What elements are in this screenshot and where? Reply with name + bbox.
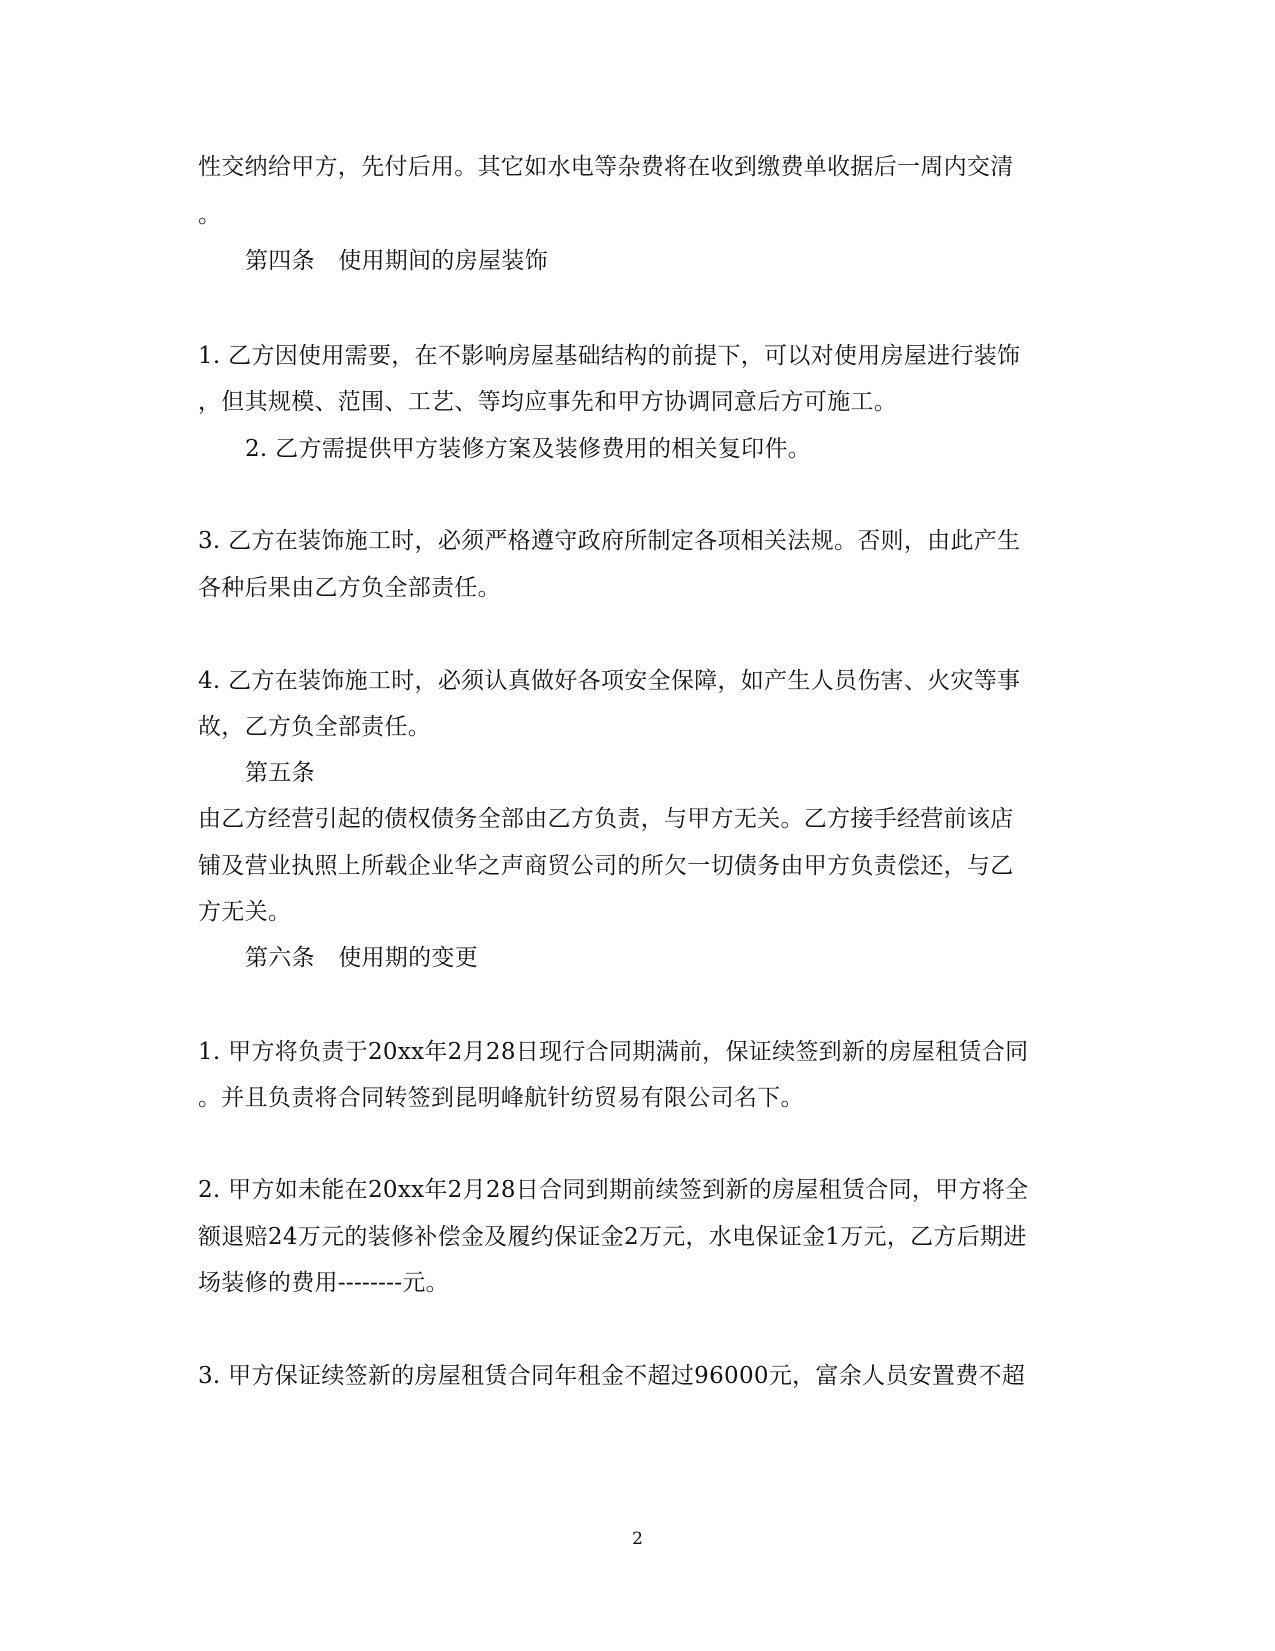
- text-line: 2. 乙方需提供甲方装修方案及装修费用的相关复印件。: [245, 436, 812, 462]
- text-line: 由乙方经营引起的债权债务全部由乙方负责，与甲方无关。乙方接手经营前该店: [198, 806, 1014, 832]
- text-line: 1. 甲方将负责于20xx年2月28日现行合同期满前，保证续签到新的房屋租赁合同: [198, 1039, 1029, 1065]
- text-line: 方无关。: [198, 899, 292, 925]
- section-heading: 第六条 使用期的变更: [245, 945, 478, 971]
- text-line: 4. 乙方在装饰施工时，必须认真做好各项安全保障，如产生人员伤害、火灾等事: [198, 668, 1021, 694]
- text-line: 3. 甲方保证续签新的房屋租赁合同年租金不超过96000元，富余人员安置费不超: [198, 1363, 1026, 1389]
- section-heading: 第五条: [245, 760, 315, 786]
- text-line: 1. 乙方因使用需要，在不影响房屋基础结构的前提下，可以对使用房屋进行装饰: [198, 343, 1021, 369]
- text-line: 场装修的费用--------元。: [198, 1270, 449, 1296]
- section-heading: 第四条 使用期间的房屋装饰: [245, 248, 548, 274]
- text-line: 。: [198, 202, 222, 228]
- text-line: 各种后果由乙方负全部责任。: [198, 575, 501, 601]
- page-number: 2: [632, 1529, 643, 1549]
- text-line: 故，乙方负全部责任。: [198, 714, 431, 740]
- text-line: 额退赔24万元的装修补偿金及履约保证金2万元，水电保证金1万元，乙方后期进: [198, 1224, 1027, 1250]
- text-line: 铺及营业执照上所载企业华之声商贸公司的所欠一切债务由甲方负责偿还，与乙: [198, 853, 1014, 879]
- text-line: 3. 乙方在装饰施工时，必须严格遵守政府所制定各项相关法规。否则，由此产生: [198, 528, 1021, 554]
- text-line: 2. 甲方如未能在20xx年2月28日合同到期前续签到新的房屋租赁合同，甲方将全: [198, 1177, 1029, 1203]
- text-line: 性交纳给甲方，先付后用。其它如水电等杂费将在收到缴费单收据后一周内交清: [198, 154, 1014, 180]
- text-line: 。并且负责将合同转签到昆明峰航针纺贸易有限公司名下。: [198, 1085, 804, 1111]
- text-line: ，但其规模、范围、工艺、等均应事先和甲方协调同意后方可施工。: [198, 389, 897, 415]
